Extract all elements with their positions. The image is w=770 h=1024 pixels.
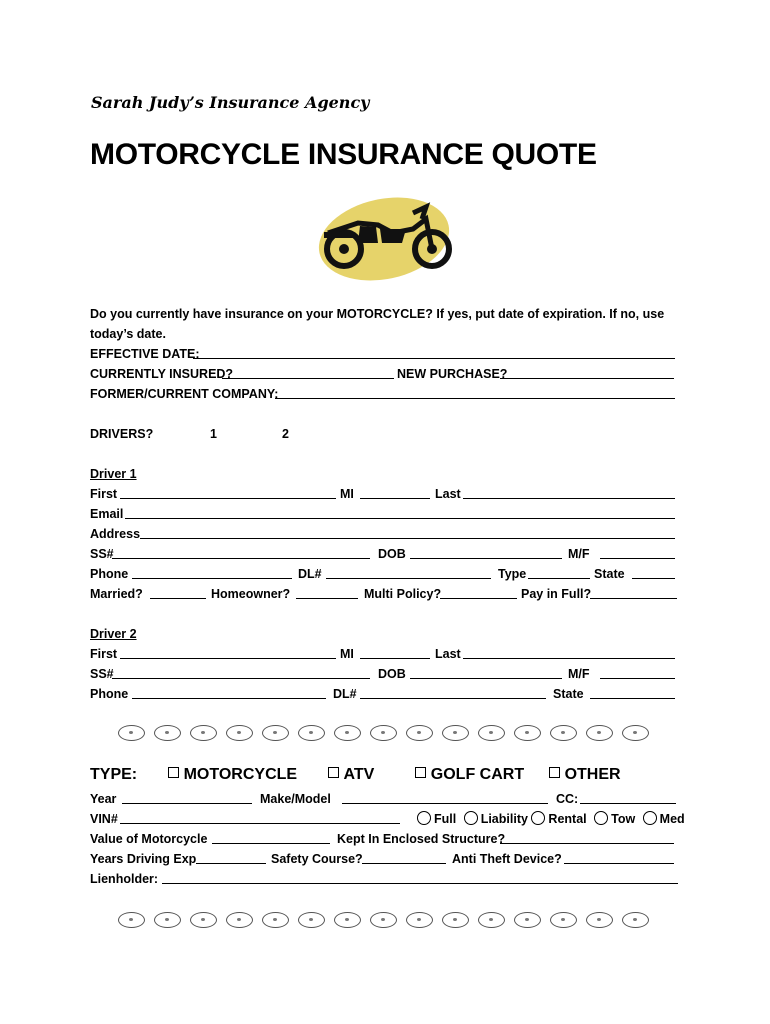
- radio-icon[interactable]: [531, 811, 545, 825]
- driver2-dl-field[interactable]: [360, 698, 546, 699]
- value-field[interactable]: [212, 843, 330, 844]
- chain-oval-icon: [226, 725, 253, 741]
- intro-line-1: Do you currently have insurance on your MOTORCYCLE? If yes, put date of expiration. If no, use: [90, 307, 665, 321]
- chain-oval-icon: [370, 725, 397, 741]
- driver1-dl-label: DL#: [298, 567, 322, 581]
- chain-oval-icon: [262, 725, 289, 741]
- driver2-ss-field[interactable]: [112, 678, 370, 679]
- drivers-option-1[interactable]: 1: [210, 427, 217, 441]
- driver1-last-label: Last: [435, 487, 461, 501]
- chain-oval-icon: [190, 725, 217, 741]
- radio-icon[interactable]: [594, 811, 608, 825]
- coverage-med[interactable]: Med: [643, 812, 685, 826]
- driver1-first-field[interactable]: [120, 498, 336, 499]
- coverage-rental[interactable]: Rental: [531, 812, 586, 826]
- chain-oval-icon: [118, 912, 145, 928]
- safety-course-label: Safety Course?: [271, 852, 363, 866]
- intro-line-2: today’s date.: [90, 327, 166, 341]
- chain-oval-icon: [298, 725, 325, 741]
- chain-oval-icon: [118, 725, 145, 741]
- driver2-mi-label: MI: [340, 647, 354, 661]
- coverage-tow[interactable]: Tow: [594, 812, 635, 826]
- type-option-motorcycle[interactable]: MOTORCYCLE: [168, 766, 297, 783]
- driver2-mf-field[interactable]: [600, 678, 675, 679]
- currently-insured-label: CURRENTLY INSURED?: [90, 367, 234, 381]
- effective-date-label: EFFECTIVE DATE:: [90, 347, 200, 361]
- driver1-married-label: Married?: [90, 587, 143, 601]
- chain-oval-icon: [550, 725, 577, 741]
- driver1-phone-label: Phone: [90, 567, 129, 581]
- driver1-payfull-label: Pay in Full?: [521, 587, 592, 601]
- driver1-multi-label: Multi Policy?: [364, 587, 442, 601]
- driver2-ss-label: SS#: [90, 667, 114, 681]
- value-label: Value of Motorcycle: [90, 832, 208, 846]
- driver1-email-label: Email: [90, 507, 124, 521]
- chain-oval-icon: [406, 912, 433, 928]
- driver1-state-label: State: [594, 567, 625, 581]
- chain-oval-icon: [550, 912, 577, 928]
- safety-course-field[interactable]: [362, 863, 446, 864]
- chain-oval-icon: [154, 725, 181, 741]
- driver2-dob-field[interactable]: [410, 678, 562, 679]
- new-purchase-label: NEW PURCHASE?: [397, 367, 508, 381]
- type-option-atv[interactable]: ATV: [328, 766, 375, 783]
- driver1-multi-field[interactable]: [440, 598, 517, 599]
- driver2-last-field[interactable]: [463, 658, 675, 659]
- driver2-dl-label: DL#: [333, 687, 357, 701]
- driver1-ss-label: SS#: [90, 547, 114, 561]
- driver1-ss-field[interactable]: [112, 558, 370, 559]
- chain-oval-icon: [514, 912, 541, 928]
- driver2-state-field[interactable]: [590, 698, 675, 699]
- vin-field[interactable]: [120, 823, 400, 824]
- driver1-state-field[interactable]: [632, 578, 675, 579]
- drivers-label: DRIVERS?: [90, 427, 154, 441]
- year-field[interactable]: [122, 803, 252, 804]
- chain-divider-top: [118, 725, 649, 741]
- driver1-dl-field[interactable]: [326, 578, 491, 579]
- former-company-field[interactable]: [275, 398, 675, 399]
- driver1-mf-field[interactable]: [600, 558, 675, 559]
- kept-enclosed-label: Kept In Enclosed Structure?: [337, 832, 506, 846]
- lienholder-field[interactable]: [162, 883, 678, 884]
- driver2-last-label: Last: [435, 647, 461, 661]
- page-title: MOTORCYCLE INSURANCE QUOTE: [90, 138, 597, 171]
- chain-oval-icon: [190, 912, 217, 928]
- make-model-label: Make/Model: [260, 792, 331, 806]
- years-exp-label: Years Driving Exp: [90, 852, 197, 866]
- anti-theft-label: Anti Theft Device?: [452, 852, 562, 866]
- driver1-married-field[interactable]: [150, 598, 206, 599]
- chain-oval-icon: [406, 725, 433, 741]
- coverage-liability[interactable]: Liability: [464, 812, 528, 826]
- driver2-first-field[interactable]: [120, 658, 336, 659]
- motorcycle-icon: [318, 193, 458, 289]
- driver2-dob-label: DOB: [378, 667, 406, 681]
- driver2-mi-field[interactable]: [360, 658, 430, 659]
- vin-label: VIN#: [90, 812, 118, 826]
- type-label: TYPE:: [90, 766, 138, 783]
- new-purchase-field[interactable]: [500, 378, 674, 379]
- checkbox-icon[interactable]: [415, 767, 426, 778]
- driver1-dob-label: DOB: [378, 547, 406, 561]
- chain-oval-icon: [478, 725, 505, 741]
- chain-oval-icon: [334, 725, 361, 741]
- chain-oval-icon: [622, 725, 649, 741]
- chain-oval-icon: [262, 912, 289, 928]
- chain-oval-icon: [478, 912, 505, 928]
- checkbox-icon[interactable]: [328, 767, 339, 778]
- driver1-email-field[interactable]: [125, 518, 675, 519]
- checkbox-icon[interactable]: [168, 767, 179, 778]
- chain-oval-icon: [586, 725, 613, 741]
- chain-oval-icon: [586, 912, 613, 928]
- driver1-phone-field[interactable]: [132, 578, 292, 579]
- type-row: [90, 766, 621, 784]
- chain-oval-icon: [442, 725, 469, 741]
- driver1-last-field[interactable]: [463, 498, 675, 499]
- drivers-option-2[interactable]: 2: [282, 427, 289, 441]
- make-model-field[interactable]: [342, 803, 548, 804]
- radio-icon[interactable]: [417, 811, 431, 825]
- driver1-type-field[interactable]: [528, 578, 590, 579]
- currently-insured-field[interactable]: [222, 378, 394, 379]
- chain-oval-icon: [370, 912, 397, 928]
- former-company-label: FORMER/CURRENT COMPANY:: [90, 387, 279, 401]
- checkbox-icon[interactable]: [549, 767, 560, 778]
- driver1-mi-label: MI: [340, 487, 354, 501]
- chain-oval-icon: [334, 912, 361, 928]
- coverage-options: [417, 809, 685, 829]
- driver1-address-label: Address: [90, 527, 141, 541]
- driver1-heading: Driver 1: [90, 467, 137, 481]
- driver2-state-label: State: [553, 687, 584, 701]
- driver2-phone-field[interactable]: [132, 698, 326, 699]
- driver1-mf-label: M/F: [568, 547, 590, 561]
- driver2-mf-label: M/F: [568, 667, 590, 681]
- coverage-full[interactable]: Full: [417, 812, 456, 826]
- driver1-first-label: First: [90, 487, 118, 501]
- agency-name: Sarah Judy’s Insurance Agency: [91, 93, 370, 112]
- driver1-homeowner-label: Homeowner?: [211, 587, 291, 601]
- driver1-mi-field[interactable]: [360, 498, 430, 499]
- type-option-golf-cart[interactable]: GOLF CART: [415, 766, 524, 783]
- driver2-phone-label: Phone: [90, 687, 129, 701]
- chain-oval-icon: [514, 725, 541, 741]
- driver1-type-label: Type: [498, 567, 527, 581]
- kept-enclosed-field[interactable]: [500, 843, 674, 844]
- driver1-homeowner-field[interactable]: [296, 598, 358, 599]
- cc-field[interactable]: [580, 803, 676, 804]
- radio-icon[interactable]: [464, 811, 478, 825]
- chain-oval-icon: [226, 912, 253, 928]
- chain-oval-icon: [298, 912, 325, 928]
- year-label: Year: [90, 792, 117, 806]
- driver1-address-field[interactable]: [140, 538, 675, 539]
- driver2-heading: Driver 2: [90, 627, 137, 641]
- driver2-first-label: First: [90, 647, 118, 661]
- chain-oval-icon: [622, 912, 649, 928]
- chain-oval-icon: [442, 912, 469, 928]
- effective-date-field[interactable]: [193, 358, 675, 359]
- driver1-payfull-field[interactable]: [590, 598, 677, 599]
- years-exp-field[interactable]: [196, 863, 266, 864]
- lienholder-label: Lienholder:: [90, 872, 159, 886]
- anti-theft-field[interactable]: [564, 863, 674, 864]
- driver1-dob-field[interactable]: [410, 558, 562, 559]
- radio-icon[interactable]: [643, 811, 657, 825]
- cc-label: CC:: [556, 792, 579, 806]
- chain-oval-icon: [154, 912, 181, 928]
- chain-divider-bottom: [118, 912, 649, 928]
- type-option-other[interactable]: OTHER: [549, 766, 621, 783]
